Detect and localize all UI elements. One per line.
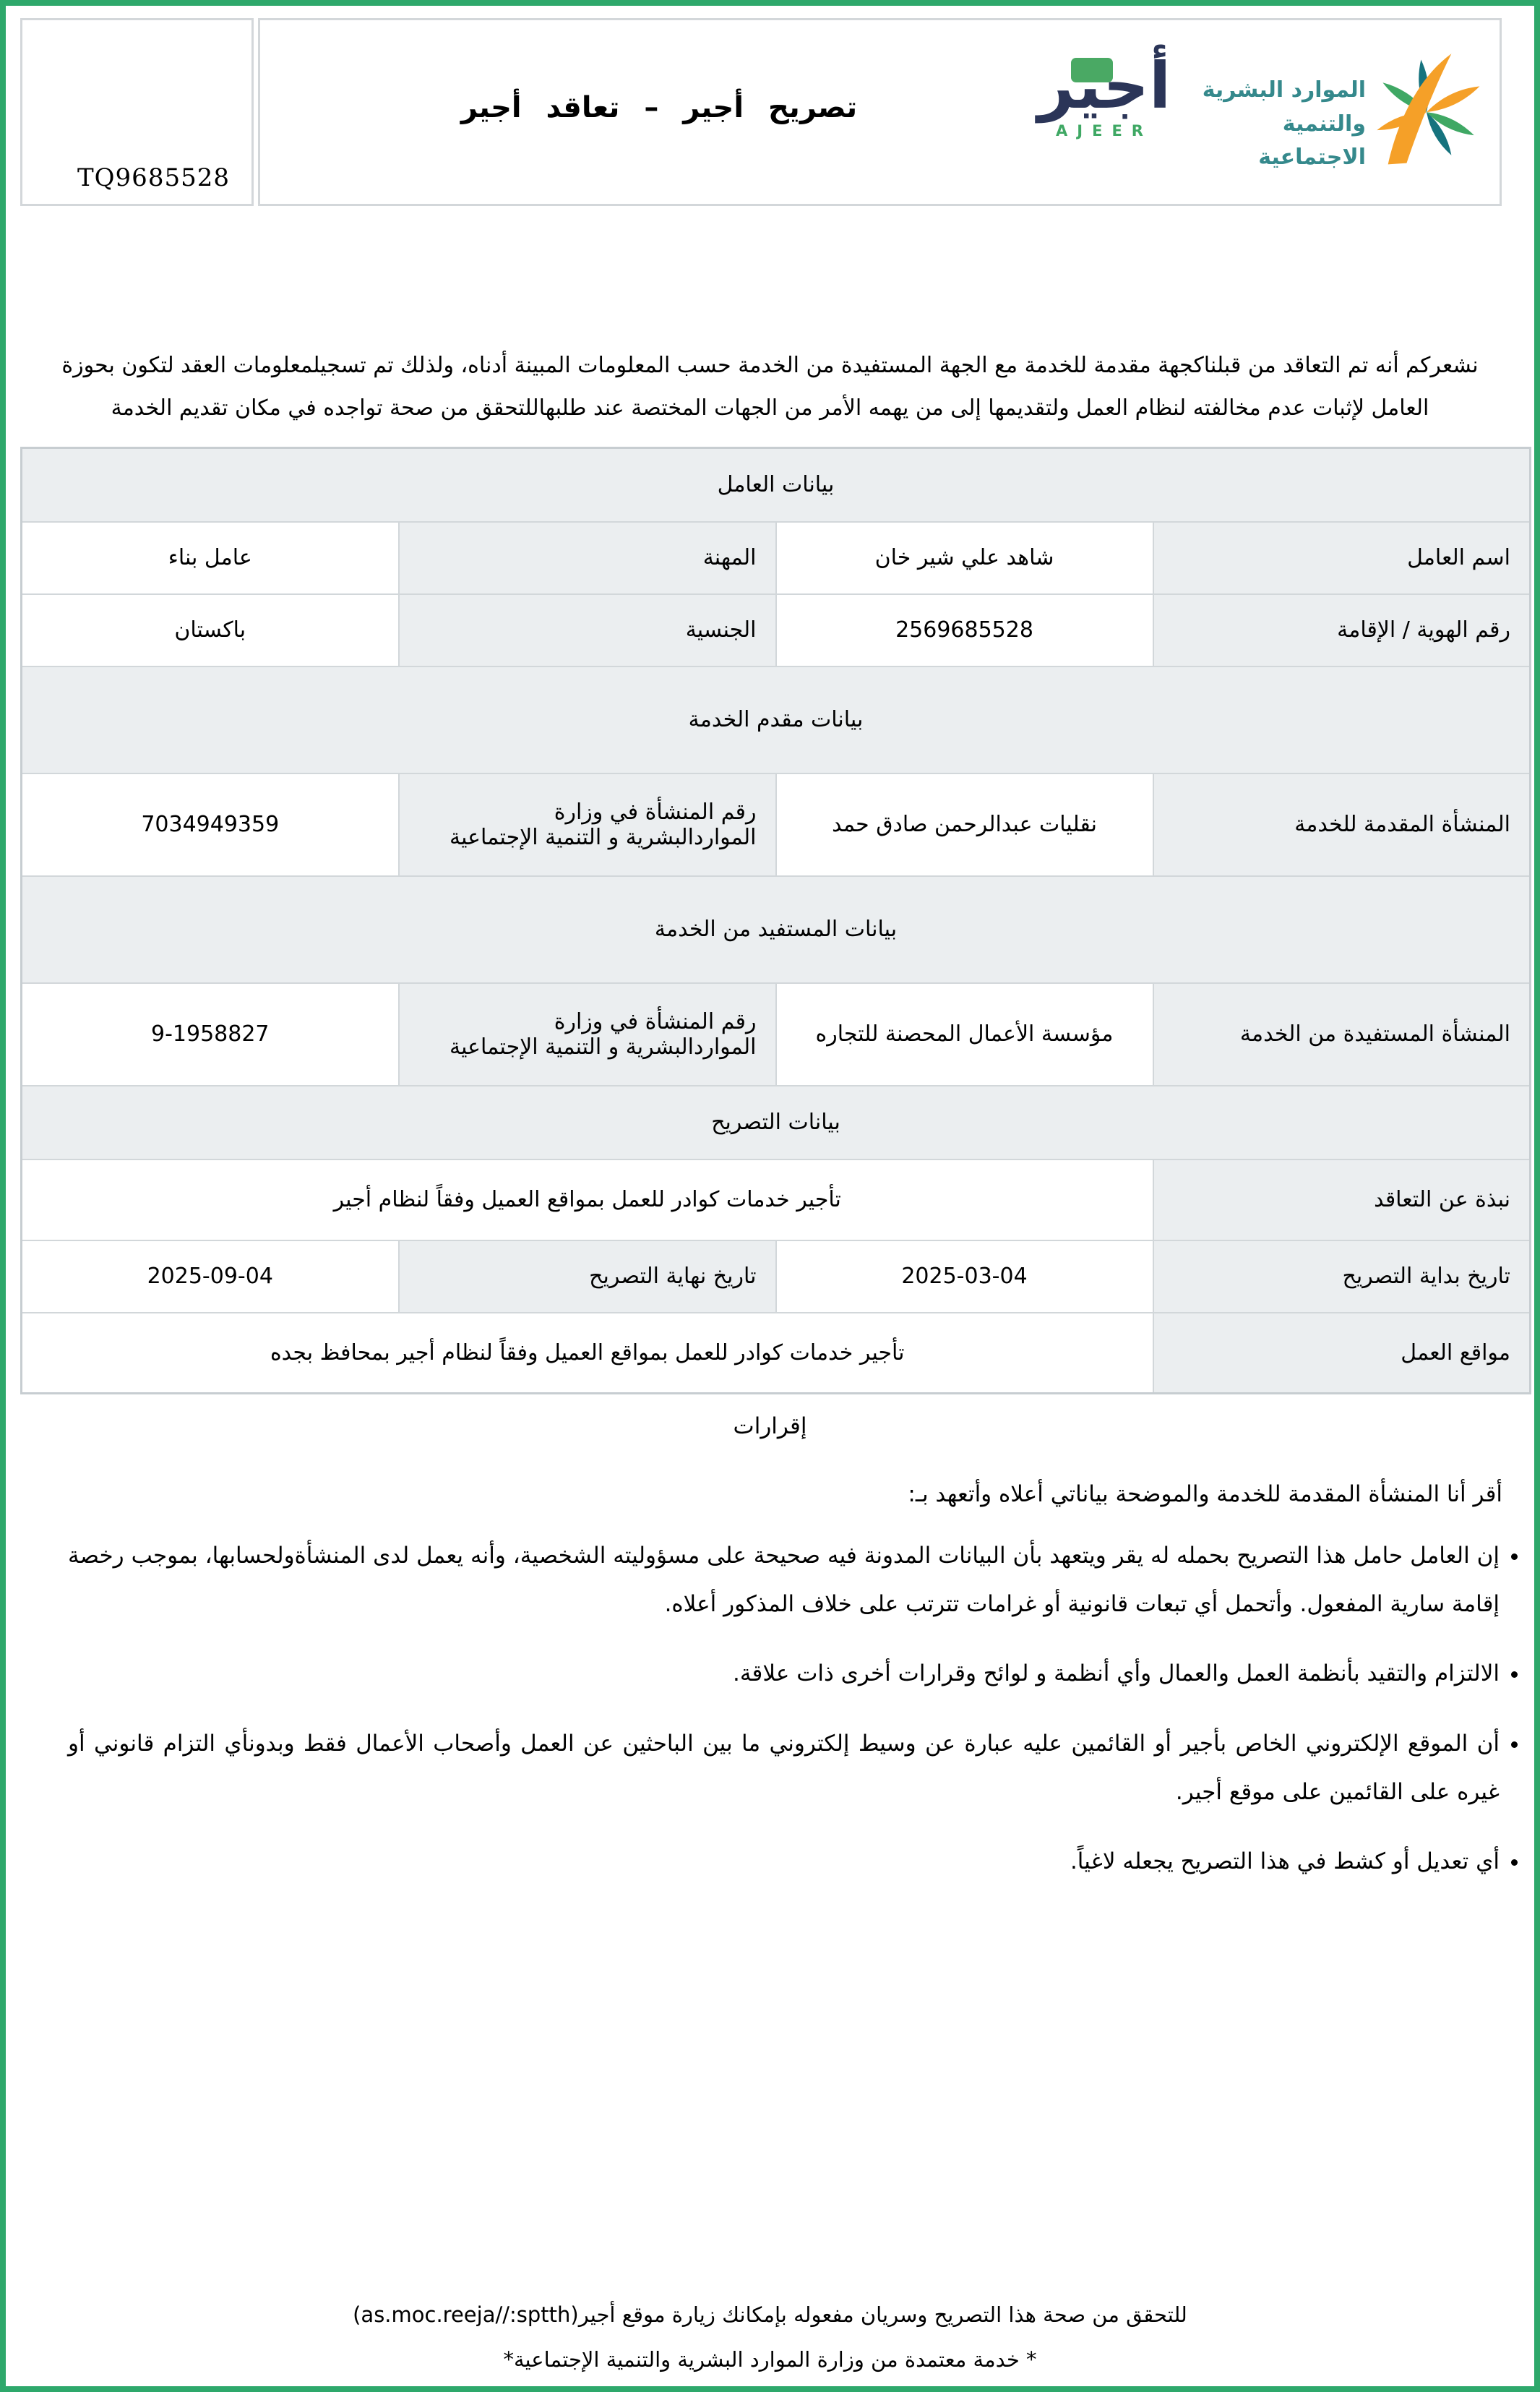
beneficiary-establishment-label: المنشأة المستفيدة من الخدمة [1153, 983, 1531, 1086]
beneficiary-establishment-value: مؤسسة الأعمال المحصنة للتجاره [776, 983, 1153, 1086]
section-provider-header: بيانات مقدم الخدمة [22, 666, 1531, 773]
provider-establishment-value: نقليات عبدالرحمن صادق حمد [776, 773, 1153, 876]
section-beneficiary-header: بيانات المستفيد من الخدمة [22, 876, 1531, 983]
approved-service-note: * خدمة معتمدة من وزارة الموارد البشرية والتنمية الإجتماعية* [503, 2347, 1037, 2372]
ajeer-arabic-wordmark [1038, 49, 1171, 122]
permit-end-value: 2025-09-04 [22, 1240, 399, 1313]
provider-row [22, 773, 1531, 876]
verification-url: (as.moc.reeja//:sptth) [353, 2302, 579, 2327]
provider-number-value: 7034949359 [22, 773, 399, 876]
intro-paragraph: نشعركم أنه تم التعاقد من قبلناكجهة مقدمة للخدمة مع الجهة المستفيدة من الخدمة حسب المعلومات المبينة أدناه، ولذلك تم تسجيلمعلومات العقد لتكون بحوزة العامل لإثبات عدم مخالفته لنظام العمل ولتقديمها إلى من يهمه الأمر من الجهات المختصة عند طلبهاللتحقق من صحة تواجده في مكان تقديم الخدمة [61, 353, 1479, 421]
id-number-label: رقم الهوية / الإقامة [1153, 594, 1531, 666]
permit-info-table [20, 447, 1531, 1394]
contract-about-row [22, 1159, 1531, 1240]
work-locations-label: مواقع العمل [1153, 1313, 1531, 1394]
verification-text: للتحقق من صحة هذا التصريح وسريان مفعوله بإمكانك زيارة موقع أجير [578, 2302, 1187, 2327]
section-permit-row [22, 1086, 1531, 1159]
nationality-label: الجنسية [399, 594, 776, 666]
declaration-item-2: • الالتزام والتقيد بأنظمة العمل والعمال وأي أنظمة و لوائح وقرارات أخرى ذات علاقة. [68, 1650, 1500, 1698]
worker-name-row [22, 522, 1531, 594]
ajeer-latin-wordmark: AJEER [1056, 122, 1153, 140]
contract-about-value: تأجير خدمات كوادر للعمل بمواقع العميل وفقاً لنظام أجير [22, 1159, 1153, 1240]
permit-dates-row [22, 1240, 1531, 1313]
section-worker-row [22, 448, 1531, 522]
declarations-list [39, 1532, 1534, 1886]
ministry-emblem-icon [1364, 40, 1489, 185]
permit-start-value: 2025-03-04 [776, 1240, 1153, 1313]
verification-note [6, 2302, 1534, 2327]
ministry-name [1185, 74, 1366, 175]
declaration-item-1: • إن العامل حامل هذا التصريح بحمله له يقر ويتعهد بأن البيانات المدونة فيه صحيحة على مسؤوليته الشخصية، وأنه يعمل لدى المنشأةولحسابها، بموجب رخصة إقامة سارية المفعول. وأتحمل أي تبعات قانونية أو غرامات تترتب على خلاف المذكور أعلاه. [68, 1532, 1500, 1628]
profession-value: عامل بناء [22, 522, 399, 594]
title-logo-box [258, 18, 1502, 206]
beneficiary-number-value: 9-1958827 [22, 983, 399, 1086]
beneficiary-number-label: رقم المنشأة في وزارة المواردالبشرية و التنمية الإجتماعية [399, 983, 776, 1086]
ajeer-logo [1032, 49, 1176, 140]
declarations-heading: إقرارات [733, 1413, 807, 1439]
worker-name-value: شاهد علي شير خان [776, 522, 1153, 594]
work-locations-value: تأجير خدمات كوادر للعمل بمواقع العميل وفقاً لنظام أجير بمحافظ بجده [22, 1313, 1153, 1394]
ajeer-arabic-text: أجير [1037, 48, 1171, 123]
permit-end-label: تاريخ نهاية التصريح [399, 1240, 776, 1313]
profession-label: المهنة [399, 522, 776, 594]
declaration-item-3: • أن الموقع الإلكتروني الخاص بأجير أو القائمين عليه عبارة عن وسيط إلكتروني ما بين الباحثين عن العمل وأصحاب الأعمال فقط وبدونأي التزام قانوني أو غيره على القائمين على موقع أجير. [68, 1720, 1500, 1816]
section-beneficiary-row [22, 876, 1531, 983]
nationality-value: باكستان [22, 594, 399, 666]
worker-name-label: اسم العامل [1153, 522, 1531, 594]
section-provider-row [22, 666, 1531, 773]
permit-number-box [20, 18, 254, 206]
id-number-value: 2569685528 [776, 594, 1153, 666]
provider-establishment-label: المنشأة المقدمة للخدمة [1153, 773, 1531, 876]
section-worker-header: بيانات العامل [22, 448, 1531, 522]
section-permit-header: بيانات التصريح [22, 1086, 1531, 1159]
header [20, 18, 1502, 206]
ministry-name-line2: والتنمية الاجتماعية [1258, 111, 1366, 170]
worker-id-row [22, 594, 1531, 666]
document-title: تصريح أجير – تعاقد أجير [460, 91, 858, 124]
permit-number: TQ9685528 [77, 163, 230, 192]
ministry-name-line1: الموارد البشرية [1202, 77, 1366, 103]
declarations-intro: أقر أنا المنشأة المقدمة للخدمة والموضحة بياناتي أعلاه وأتعهد بـ: [908, 1481, 1502, 1507]
permit-start-label: تاريخ بداية التصريح [1153, 1240, 1531, 1313]
contract-about-label: نبذة عن التعاقد [1153, 1159, 1531, 1240]
provider-number-label: رقم المنشأة في وزارة المواردالبشرية و التنمية الإجتماعية [399, 773, 776, 876]
footer [6, 2302, 1534, 2372]
declaration-item-4: • أي تعديل أو كشط في هذا التصريح يجعله لاغياً. [68, 1838, 1500, 1886]
work-locations-row [22, 1313, 1531, 1394]
beneficiary-row [22, 983, 1531, 1086]
